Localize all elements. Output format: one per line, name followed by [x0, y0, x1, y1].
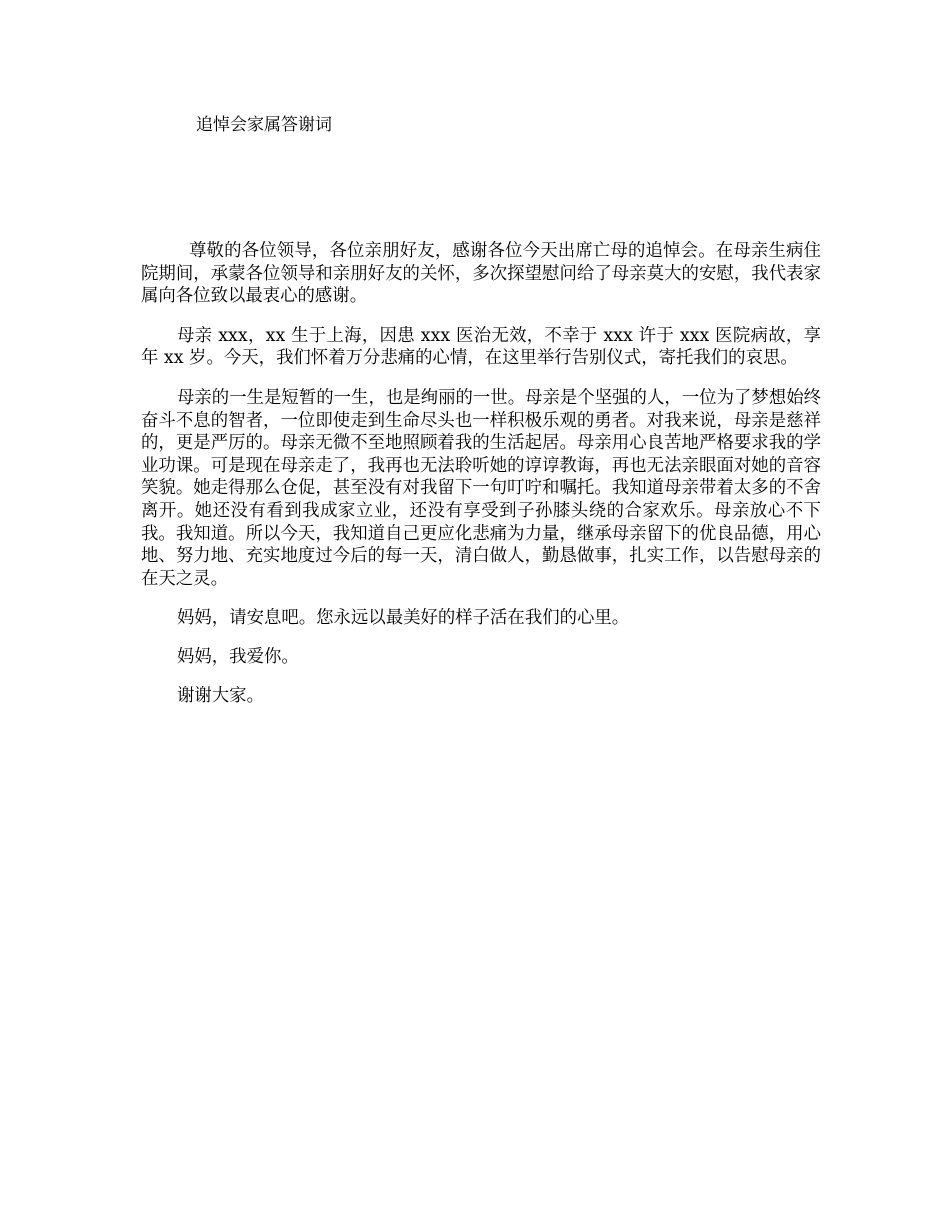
- paragraph-love: 妈妈，我爱你。: [177, 646, 299, 667]
- document-body: [141, 240, 821, 723]
- paragraph-rest-in-peace: 妈妈，请安息吧。您永远以最美好的样子活在我们的心里。: [177, 608, 630, 629]
- document-title: 追悼会家属答谢词: [196, 115, 332, 135]
- paragraph-greeting: 尊敬的各位领导，各位亲朋好友，感谢各位今天出席亡母的追悼会。在母亲生病住院期间，承蒙各位领导和亲朋好友的关怀，多次探望慰问给了母亲莫大的安慰，我代表家属向各位致以最衷心的感谢。: [141, 241, 821, 307]
- paragraph-obituary: 母亲 xxx，xx 生于上海，因患 xxx 医治无效，不幸于 xxx 许于 xxx 医院病故，享年 xx 岁。今天，我们怀着万分悲痛的心情，在这里举行告别仪式，寄托我们的哀思。: [141, 325, 821, 369]
- paragraph-tribute: 母亲的一生是短暂的一生，也是绚丽的一世。母亲是个坚强的人，一位为了梦想始终奋斗不息的智者，一位即使走到生命尽头也一样积极乐观的勇者。对我来说，母亲是慈祥的，更是严厉的。母亲无微不至地照顾着我的生活起居。母亲用心良苦地严格要求我的学业功课。可是现在母亲走了，我再也无法聆听她的谆谆教诲，再也无法亲眼面对她的音容笑貌。她走得那么仓促，甚至没有对我留下一句叮咛和嘱托。我知道母亲带着太多的不舍离开。她还没有看到我成家立业，还没有享受到子孙膝头绕的合家欢乐。母亲放心不下我。我知道。所以今天，我知道自己更应化悲痛为力量，继承母亲留下的优良品德，用心地、努力地、充实地度过今后的每一天，清白做人，勤恳做事，扎实工作，以告慰母亲的在天之灵。: [141, 387, 821, 589]
- paragraph-thanks: 谢谢大家。: [177, 685, 264, 706]
